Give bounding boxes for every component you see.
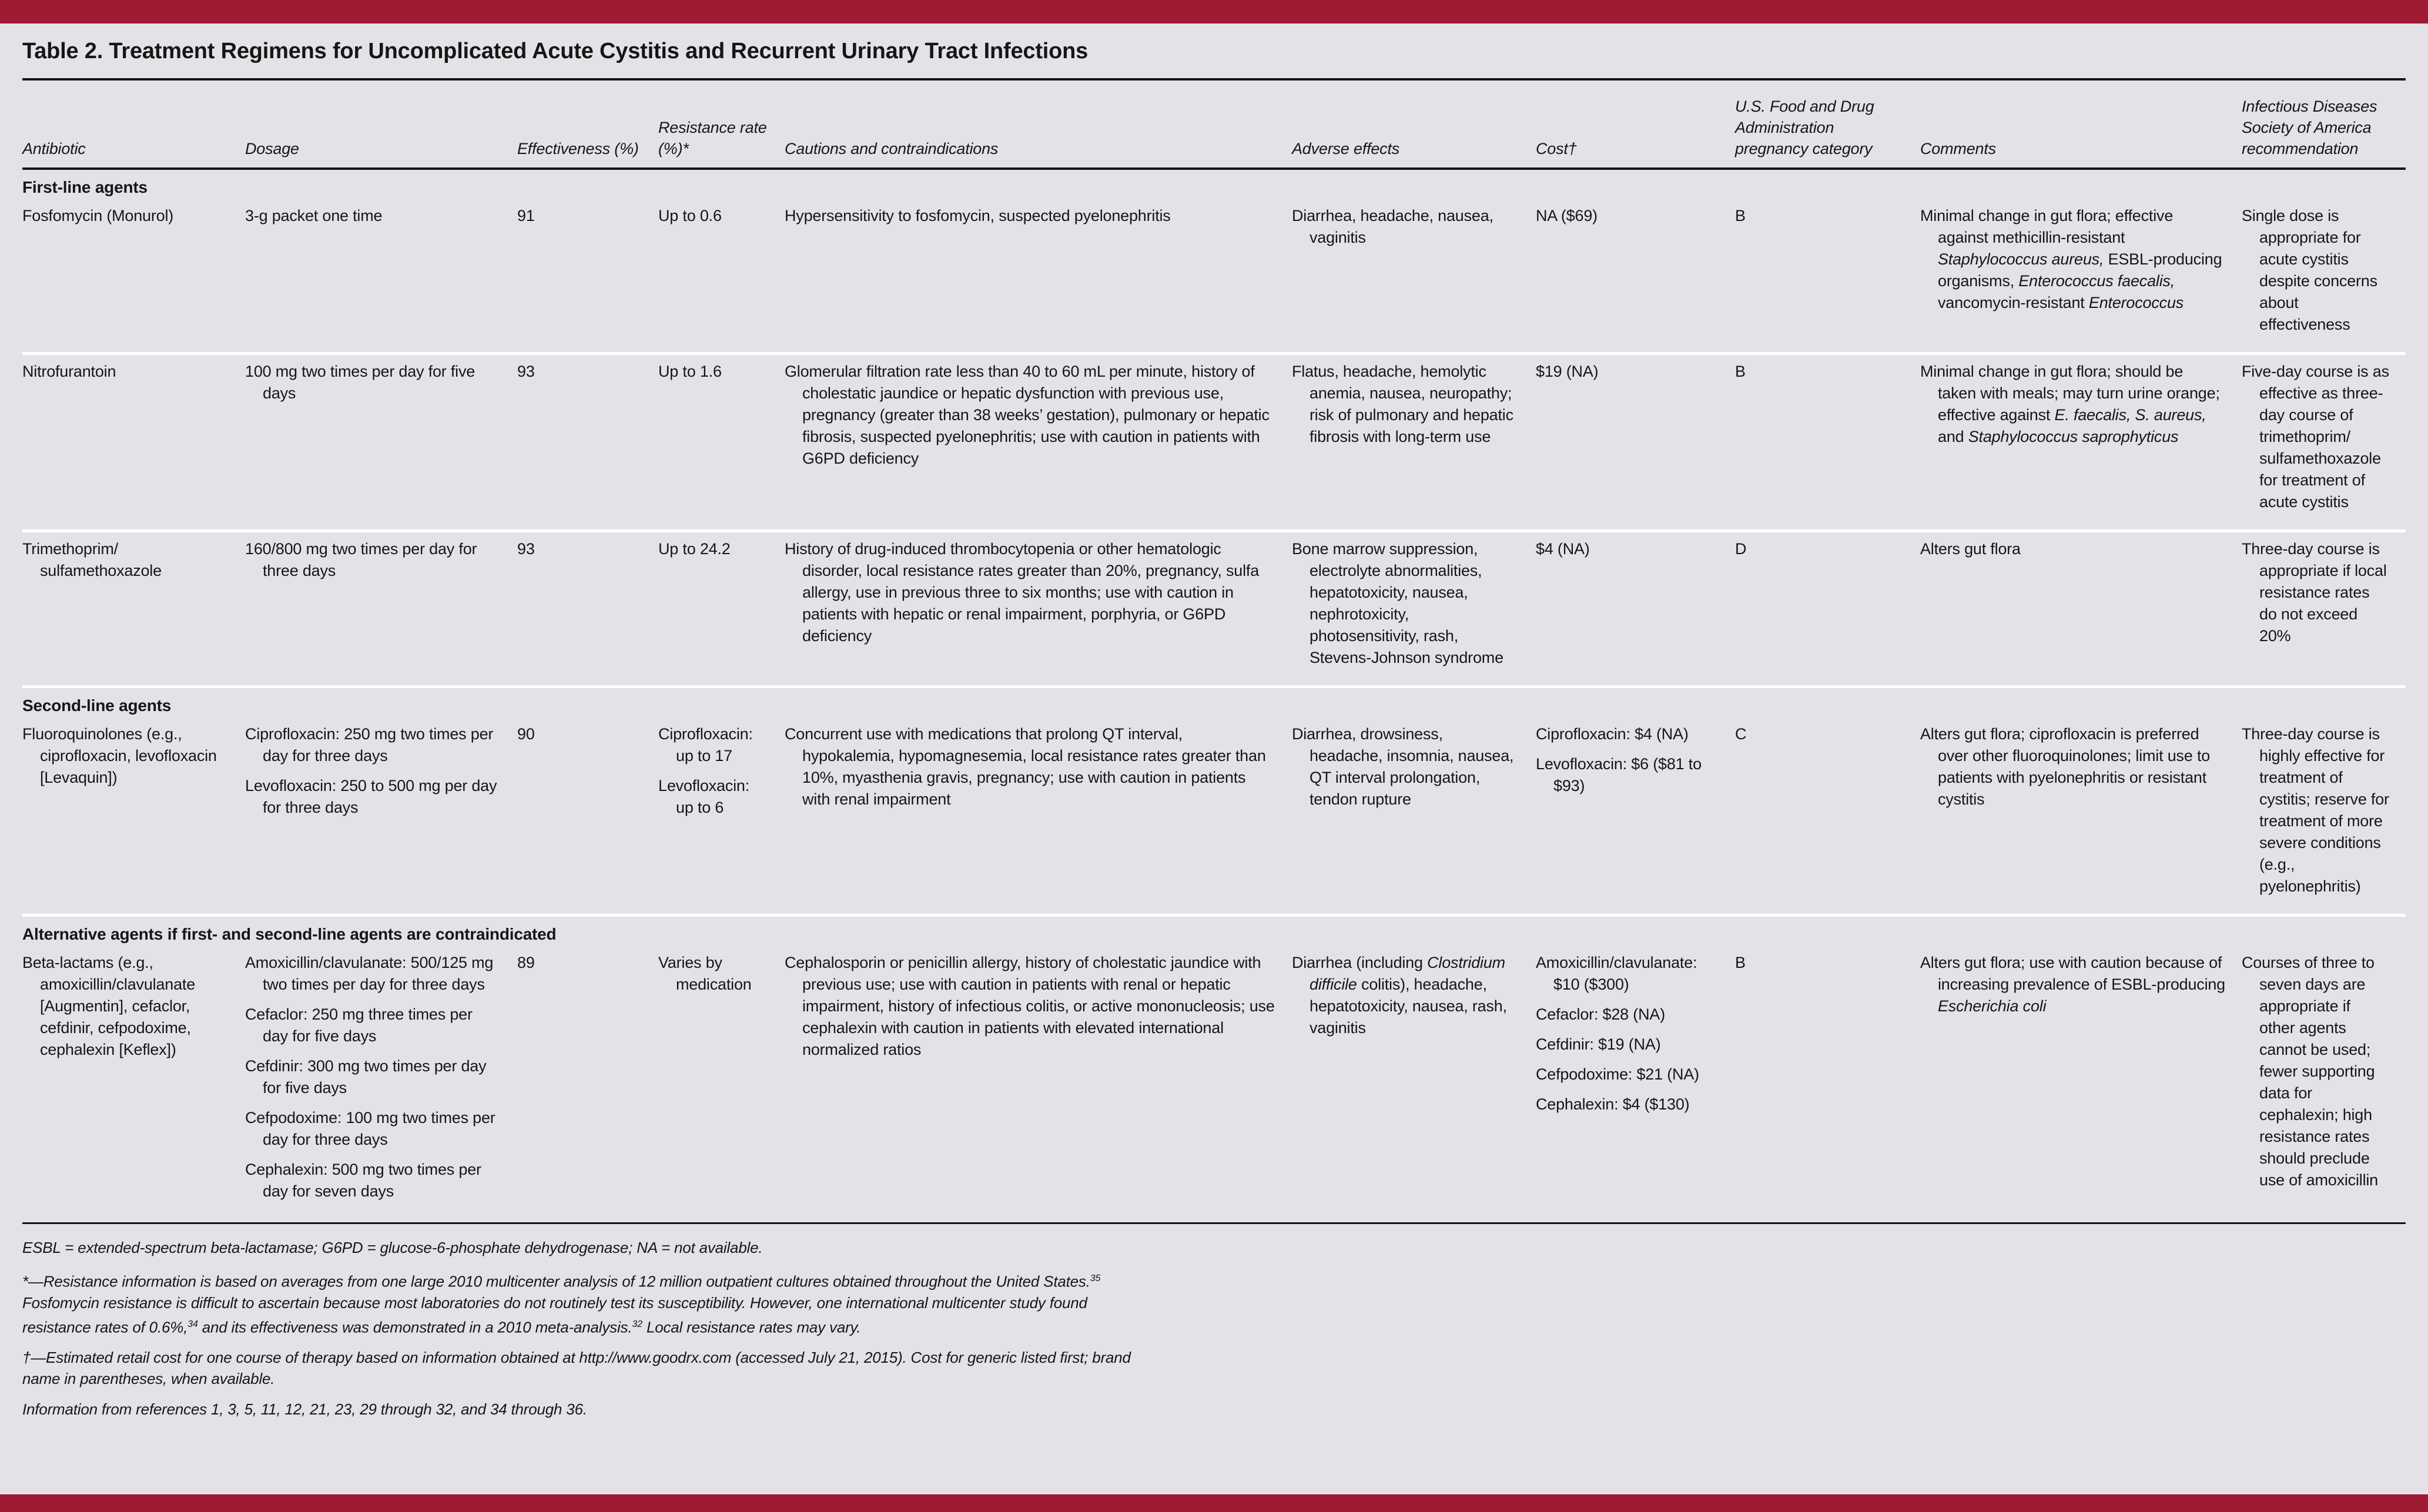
cell-adverse-effects: [1292, 205, 1536, 336]
cell-paragraph: Varies by medication: [658, 954, 752, 993]
cell-resistance-rate: [658, 538, 785, 669]
cell-paragraph: $19 (NA): [1536, 363, 1599, 380]
col-header-resistance-rate: Resistance rate (%)*: [658, 119, 767, 157]
cell-paragraph: Flatus, headache, hemolytic anemia, nausea, neuropathy; risk of pulmonary and hepatic fibrosis with long-term use: [1292, 363, 1513, 445]
cell-paragraph: Levofloxacin: $6 ($81 to $93): [1536, 755, 1702, 794]
col-header-antibiotic: Antibiotic: [22, 140, 86, 157]
col-header-cost: Cost†: [1536, 140, 1577, 157]
cell-idsa-recommendation: [2242, 952, 2406, 1202]
cell-cautions: [785, 538, 1292, 669]
cell-paragraph: $4 (NA): [1536, 540, 1590, 558]
table-content: [0, 24, 2428, 1429]
cell-paragraph: Hypersensitivity to fosfomycin, suspected pyelonephritis: [785, 207, 1171, 224]
cell-cautions: [785, 361, 1292, 513]
cell-effectiveness: [517, 952, 658, 1202]
cell-cautions: [785, 205, 1292, 336]
cell-cautions: [785, 723, 1292, 897]
cell-paragraph: Up to 1.6: [658, 363, 722, 380]
cell-cost: [1536, 952, 1735, 1202]
cell-paragraph: Three-day course is highly effective for treatment of cystitis; reserve for treatment of more severe conditions (e.g., pyelonephritis): [2242, 725, 2389, 895]
cell-comments: [1920, 952, 2242, 1202]
cell-paragraph: Up to 0.6: [658, 207, 722, 224]
cell-paragraph: Cephalexin: $4 ($130): [1536, 1095, 1690, 1113]
section-heading: Second-line agents: [22, 685, 2406, 718]
cell-pregnancy-category: [1735, 952, 1920, 1202]
cell-paragraph: Ciprofloxacin: $4 (NA): [1536, 725, 1689, 743]
col-header-cautions: Cautions and contraindications: [785, 140, 999, 157]
cell-antibiotic: [22, 952, 245, 1202]
cell-paragraph: Levofloxacin: up to 6: [658, 777, 749, 816]
cell-effectiveness: [517, 205, 658, 336]
cell-adverse-effects: [1292, 723, 1536, 897]
cell-adverse-effects: [1292, 361, 1536, 513]
col-header-dosage: Dosage: [245, 140, 299, 157]
table-row: [22, 352, 2406, 529]
cell-paragraph: Three-day course is appropriate if local resistance rates do not exceed 20%: [2242, 540, 2387, 645]
cell-paragraph: C: [1735, 725, 1747, 743]
top-accent-bar: [0, 0, 2428, 24]
cell-dosage: [245, 205, 517, 336]
cell-paragraph: B: [1735, 954, 1746, 971]
cell-paragraph: Glomerular filtration rate less than 40 to 60 mL per minute, history of cholestatic jaundice or hepatic dysfunction with previous use, pregnancy (greater than 38 weeks’ gestation), pulmonary or hepatic fibrosis, suspected pyelonephritis; use with caution in patients with G6PD deficiency: [785, 363, 1270, 467]
cell-resistance-rate: [658, 361, 785, 513]
cell-paragraph: 89: [517, 954, 535, 971]
bottom-accent-bar: [0, 1494, 2428, 1512]
cell-paragraph: 93: [517, 363, 535, 380]
cell-paragraph: Cefpodoxime: $21 (NA): [1536, 1065, 1699, 1083]
cell-paragraph: 3-g packet one time: [245, 207, 383, 224]
cell-idsa-recommendation: [2242, 361, 2406, 513]
cell-paragraph: Minimal change in gut flora; should be taken with meals; may turn urine orange; effective against E. faecalis, S. aureus, and Staphylococcus saprophyticus: [1920, 363, 2220, 445]
cell-paragraph: Diarrhea, drowsiness, headache, insomnia, nausea, QT interval prolongation, tendon rupture: [1292, 725, 1514, 808]
cell-comments: [1920, 723, 2242, 897]
cell-paragraph: Concurrent use with medications that prolong QT interval, hypokalemia, hypomagnesemia, local resistance rates greater than 10%, myasthenia gravis, pregnancy; use with caution in patients with renal impairment: [785, 725, 1266, 808]
cell-paragraph: History of drug-induced thrombocytopenia or other hematologic disorder, local resistance rates greater than 20%, pregnancy, sulfa allergy, use in previous three to six months; use with caution in patients with hepatic or renal impairment, porphyria, or G6PD deficiency: [785, 540, 1260, 645]
col-header-pregnancy-category: U.S. Food and Drug Administration pregnancy category: [1735, 98, 1874, 157]
cell-paragraph: Bone marrow suppression, electrolyte abnormalities, hepatotoxicity, nausea, nephrotoxicity, photosensitivity, rash, Stevens-Johnson syndrome: [1292, 540, 1503, 666]
cell-idsa-recommendation: [2242, 538, 2406, 669]
cell-idsa-recommendation: [2242, 205, 2406, 336]
cell-antibiotic: [22, 205, 245, 336]
footnotes: [22, 1224, 1157, 1420]
cell-dosage: [245, 361, 517, 513]
cell-idsa-recommendation: [2242, 723, 2406, 897]
cell-resistance-rate: [658, 952, 785, 1202]
cell-cost: [1536, 205, 1735, 336]
cell-dosage: [245, 538, 517, 669]
cell-paragraph: 100 mg two times per day for five days: [245, 363, 475, 402]
table-row: [22, 199, 2406, 352]
cell-paragraph: 91: [517, 207, 535, 224]
cell-paragraph: Cephalexin: 500 mg two times per day for seven days: [245, 1161, 481, 1200]
cell-paragraph: Cefdinir: $19 (NA): [1536, 1035, 1661, 1053]
cell-effectiveness: [517, 538, 658, 669]
cell-effectiveness: [517, 361, 658, 513]
cell-paragraph: Nitrofurantoin: [22, 363, 116, 380]
cell-dosage: [245, 952, 517, 1202]
cell-paragraph: B: [1735, 363, 1746, 380]
cell-antibiotic: [22, 361, 245, 513]
cell-paragraph: Diarrhea, headache, nausea, vaginitis: [1292, 207, 1493, 246]
cell-paragraph: Minimal change in gut flora; effective against methicillin-resistant Staphylococcus aureus, ESBL-producing organisms, Enterococcus faecalis, vancomycin-resistant Enterococcus: [1920, 207, 2222, 311]
cell-paragraph: 93: [517, 540, 535, 558]
cell-paragraph: Beta-lactams (e.g., amoxicillin/​clavulanate [Augmentin], cefaclor, cefdinir, cefpodoxime, cephalexin [Keflex]): [22, 954, 196, 1058]
cell-paragraph: Fosfomycin (Monurol): [22, 207, 174, 224]
cell-pregnancy-category: [1735, 723, 1920, 897]
cell-paragraph: Cephalosporin or penicillin allergy, history of cholestatic jaundice with previous use; use with caution in patients with renal or hepatic impairment, history of infectious colitis, or active mononucleosis; use cephalexin with caution in patients with elevated international normalized ratios: [785, 954, 1275, 1058]
footnote: Information from references 1, 3, 5, 11, 12, 21, 23, 29 through 32, and 34 through 36.: [22, 1400, 587, 1419]
section-heading: First-line agents: [22, 178, 148, 196]
cell-pregnancy-category: [1735, 205, 1920, 336]
cell-pregnancy-category: [1735, 538, 1920, 669]
cell-dosage: [245, 723, 517, 897]
cell-paragraph: Fluoroquinolones (e.g., ciprofloxacin, levofloxacin [Levaquin]): [22, 725, 217, 786]
cell-adverse-effects: [1292, 538, 1536, 669]
cell-paragraph: Amoxicillin/​clavulanate: $10 ($300): [1536, 954, 1697, 993]
cell-paragraph: Cefaclor: $28 (NA): [1536, 1005, 1665, 1023]
cell-adverse-effects: [1292, 952, 1536, 1202]
cell-paragraph: Alters gut flora; use with caution because of increasing prevalence of ESBL-producing Escherichia coli: [1920, 954, 2225, 1015]
col-header-adverse-effects: Adverse effects: [1292, 140, 1400, 157]
cell-paragraph: Ciprofloxacin: 250 mg two times per day for three days: [245, 725, 494, 765]
cell-paragraph: Trimethoprim/​sulfamethoxazole: [22, 540, 162, 579]
cell-paragraph: D: [1735, 540, 1747, 558]
section-heading: Alternative agents if first- and second-line agents are contraindicated: [22, 914, 2406, 946]
cell-pregnancy-category: [1735, 361, 1920, 513]
cell-paragraph: 160/800 mg two times per day for three days: [245, 540, 477, 579]
table-body: [22, 170, 2406, 1219]
cell-antibiotic: [22, 723, 245, 897]
table-row: [22, 529, 2406, 685]
cell-paragraph: Cefdinir: 300 mg two times per day for five days: [245, 1057, 487, 1097]
cell-cost: [1536, 723, 1735, 897]
cell-paragraph: B: [1735, 207, 1746, 224]
col-header-effectiveness: Effectiveness (%): [517, 140, 639, 157]
footnote: ESBL = extended-spectrum beta-lactamase; G6PD = glucose-6-phosphate dehydrogenase; NA = not available.: [22, 1239, 763, 1256]
cell-resistance-rate: [658, 205, 785, 336]
col-header-idsa-recommendation: Infectious Diseases Society of America recommendation: [2242, 98, 2377, 157]
cell-antibiotic: [22, 538, 245, 669]
cell-effectiveness: [517, 723, 658, 897]
cell-paragraph: Levofloxacin: 250 to 500 mg per day for three days: [245, 777, 497, 816]
cell-paragraph: Diarrhea (including Clostridium difficile colitis), headache, hepatotoxicity, nausea, rash, vaginitis: [1292, 954, 1507, 1037]
cell-paragraph: Courses of three to seven days are appropriate if other agents cannot be used; fewer supporting data for cephalexin; high resistance rates should preclude use of amoxicillin: [2242, 954, 2378, 1189]
cell-paragraph: Alters gut flora; ciprofloxacin is preferred over other fluoroquinolones; limit use to patients with pyelonephritis or resistant cystitis: [1920, 725, 2211, 808]
cell-paragraph: Ciprofloxacin: up to 17: [658, 725, 753, 765]
cell-resistance-rate: [658, 723, 785, 897]
cell-cost: [1536, 361, 1735, 513]
cell-cautions: [785, 952, 1292, 1202]
cell-comments: [1920, 538, 2242, 669]
table-row: [22, 718, 2406, 914]
table-title: Table 2. Treatment Regimens for Uncomplicated Acute Cystitis and Recurrent Urinary Tract Infections: [22, 39, 1089, 63]
cell-paragraph: Five-day course is as effective as three-day course of trimethoprim/​sulfamethoxazole for treatment of acute cystitis: [2242, 363, 2389, 511]
cell-paragraph: 90: [517, 725, 535, 743]
cell-paragraph: Single dose is appropriate for acute cystitis despite concerns about effectiveness: [2242, 207, 2377, 333]
cell-comments: [1920, 205, 2242, 336]
cell-paragraph: Cefaclor: 250 mg three times per day for five days: [245, 1005, 473, 1045]
table-row: [22, 946, 2406, 1219]
cell-paragraph: Cefpodoxime: 100 mg two times per day for three days: [245, 1109, 495, 1148]
cell-cost: [1536, 538, 1735, 669]
footnote: *—Resistance information is based on averages from one large 2010 multicenter analysis of 12 million outpatient cultures obtained throughout the United States.$^{35}$ Fosfomycin resistance is difficult to ascertain because most laboratories do not routinely test its susceptibility. However, one international multicenter study found resistance rates of 0.6%,$^{34}$ and its effectiveness was demonstrated in a 2010 meta-analysis.$^{32}$ Local resistance rates may vary.: [22, 1272, 1101, 1336]
cell-paragraph: Amoxicillin/​clavulanate: 500/125 mg two times per day for three days: [245, 954, 494, 993]
cell-paragraph: Alters gut flora: [1920, 540, 2021, 558]
column-header-row: [22, 81, 2406, 167]
cell-comments: [1920, 361, 2242, 513]
cell-paragraph: NA ($69): [1536, 207, 1598, 224]
cell-paragraph: Up to 24.2: [658, 540, 731, 558]
col-header-comments: Comments: [1920, 140, 1996, 157]
footnote: †—Estimated retail cost for one course of therapy based on information obtained at http://www.goodrx.com (accessed July 21, 2015). Cost for generic listed first; brand name in parentheses, when available.: [22, 1349, 1131, 1388]
